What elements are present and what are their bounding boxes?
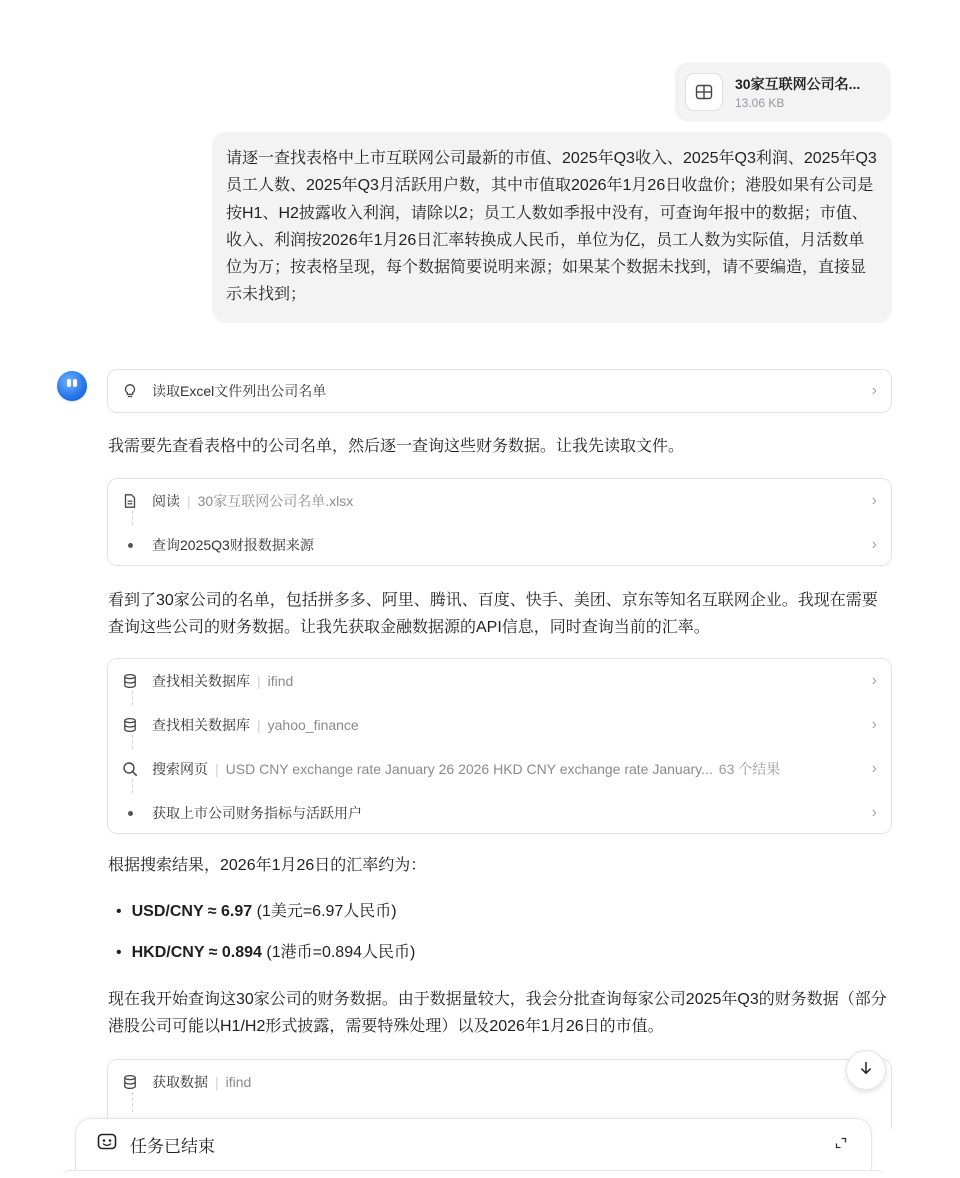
attachment-card[interactable] [675, 62, 891, 122]
rate-item-hkd [116, 940, 415, 966]
step-label: 读取Excel文件列出公司名单 [152, 383, 327, 399]
input-area-edge [62, 1170, 885, 1178]
user-message: 请逐一查找表格中上市互联网公司最新的市值、2025年Q3收入、2025年Q3利润、2025年Q3员工人数、2025年Q3月活跃用户数，其中市值取2026年1月26日收盘价；港股如果有公司是按H1、H2披露收入利润，请除以2；员工人数如季报中没有，可查询年报中的数据；市值、收入、利润按2026年1月26日汇率转换成人民币，单位为亿，员工人数为实际值，月活数单位为万；按表格呈现，每个数据简要说明来源；如果某个数据未找到，请不要编造，直接显示未找到； [212, 132, 892, 323]
chevron-right-icon: › [871, 804, 877, 821]
step-panel-read-excel[interactable] [107, 369, 892, 413]
result-count: 63 个结果 [718, 761, 781, 777]
scroll-to-bottom-button[interactable] [846, 1050, 886, 1090]
assistant-text-1: 我需要先查看表格中的公司名单，然后逐一查询这些财务数据。让我先读取文件。 [108, 438, 685, 455]
step-row-db-ifind[interactable]: 查找相关数据库 | ifind › [108, 659, 891, 703]
step-row-read[interactable]: 阅读 | 30家互联网公司名单.xlsx › [108, 479, 891, 523]
assistant-avatar [57, 371, 87, 401]
attachment-name: 30家互联网公司名... [735, 76, 861, 92]
file-name: 30家互联网公司名单.xlsx [197, 493, 354, 509]
task-status-text: 任务已结束 [130, 1137, 215, 1156]
document-icon [122, 493, 142, 509]
chevron-right-icon: › [871, 492, 877, 509]
chevron-right-icon: › [871, 382, 877, 399]
database-icon [122, 1074, 142, 1090]
step-row[interactable] [108, 370, 891, 412]
spreadsheet-icon [685, 73, 723, 111]
rate-item-usd [116, 899, 397, 925]
step-label: 查找相关数据库 [152, 673, 250, 689]
database-icon [122, 717, 142, 733]
db-name: yahoo_finance [267, 717, 359, 733]
search-query: USD CNY exchange rate January 26 2026 HKD CNY exchange rate January... [225, 761, 713, 777]
chevron-right-icon: › [871, 536, 877, 553]
arrow-down-icon [858, 1060, 874, 1081]
chevron-right-icon: › [871, 760, 877, 777]
assistant-text-3: 根据搜索结果，2026年1月26日的汇率约为： [108, 857, 427, 874]
assistant-text-4: 现在我开始查询这30家公司的财务数据。由于数据量较大，我会分批查询每家公司2025年Q3的财务数据（部分港股公司可能以H1/H2形式披露，需要特殊处理）以及2026年1月26日的市值。 [108, 991, 887, 1035]
chevron-right-icon: › [871, 716, 877, 733]
step-label: 查询2025Q3财报数据来源 [152, 537, 314, 553]
rate-note: (1港币=0.894人民币) [266, 944, 416, 961]
step-label: 查找相关数据库 [152, 717, 250, 733]
step-row-fetch[interactable] [108, 791, 891, 835]
step-row-web-search[interactable]: 搜索网页 | USD CNY exchange rate January 26 2026 HKD CNY exchange rate January... 63 个结果 › [108, 747, 891, 791]
step-row-fetch-ifind[interactable]: 获取数据 | ifind [108, 1060, 891, 1104]
step-panel-read-file [107, 478, 892, 566]
database-icon [122, 673, 142, 689]
chevron-right-icon: › [871, 672, 877, 689]
step-row-db-yahoo[interactable]: 查找相关数据库 | yahoo_finance › [108, 703, 891, 747]
rate-pair: USD/CNY ≈ 6.97 [131, 903, 253, 920]
search-icon [122, 761, 142, 777]
rate-pair: HKD/CNY ≈ 0.894 [131, 944, 262, 961]
db-name: ifind [267, 673, 294, 689]
bullet-dot [122, 811, 142, 816]
rate-note: (1美元=6.97人民币) [256, 903, 397, 920]
attachment-size: 13.06 KB [735, 96, 785, 110]
step-label: 阅读 [152, 493, 180, 509]
task-status-bar[interactable] [75, 1118, 872, 1170]
step-row-query[interactable] [108, 523, 891, 567]
assistant-text-2: 看到了30家公司的名单，包括拼多多、阿里、腾讯、百度、快手、美团、京东等知名互联网企业。我现在需要查询这些公司的财务数据。让我先获取金融数据源的API信息，同时查询当前的汇率。 [108, 592, 878, 636]
step-label: 获取上市公司财务指标与活跃用户 [152, 805, 362, 821]
expand-icon[interactable] [835, 1137, 847, 1152]
step-panel-data-sources [107, 658, 892, 834]
robot-icon [96, 1131, 118, 1158]
lightbulb-icon [122, 383, 142, 399]
step-label: 获取数据 [152, 1074, 208, 1090]
db-name: ifind [225, 1074, 252, 1090]
bullet-dot [122, 543, 142, 548]
step-label: 搜索网页 [152, 761, 208, 777]
